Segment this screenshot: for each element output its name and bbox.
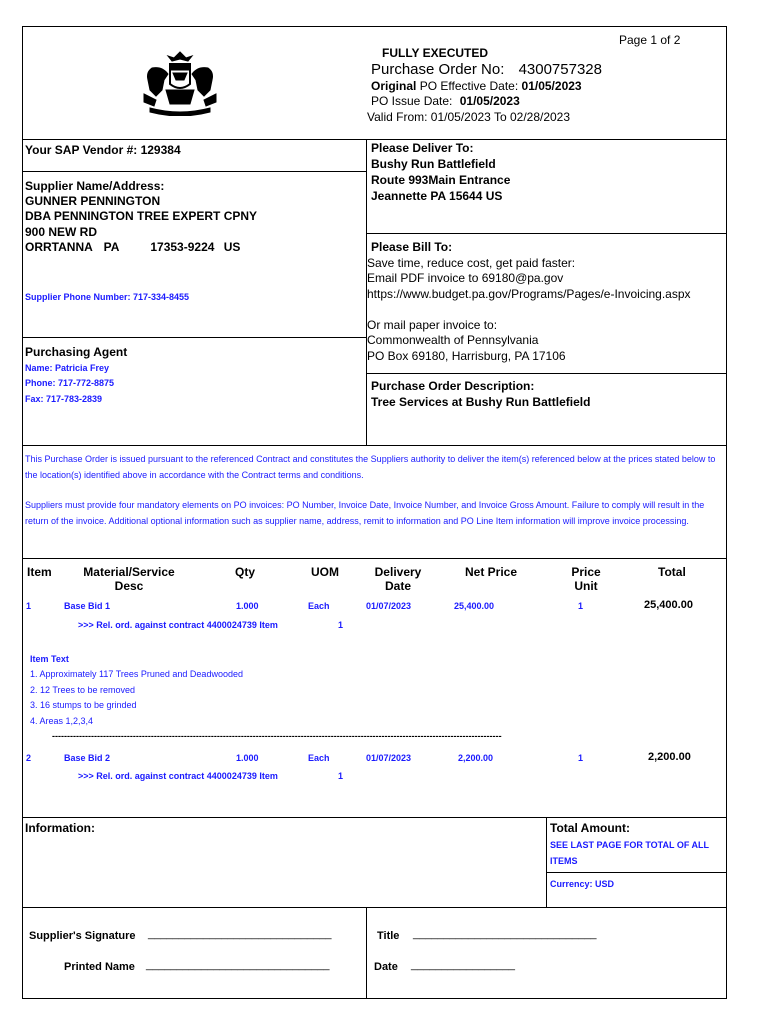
- row-price-unit: 1: [578, 753, 584, 763]
- divider: [22, 171, 366, 172]
- supplier-signature-field[interactable]: ______________________________: [148, 928, 332, 940]
- deliver-line: Bushy Run Battlefield: [371, 157, 496, 171]
- bill-email: Email PDF invoice to 69180@pa.gov: [367, 271, 564, 285]
- item-separator: ------------------------------------------------------------------------------------------------------------------------------------------------------: [52, 731, 502, 741]
- col-header-item: Item: [27, 565, 52, 579]
- row-item: 2: [26, 753, 32, 763]
- row-price-unit: 1: [578, 601, 584, 611]
- supplier-city-line: [25, 240, 240, 254]
- divider: [22, 907, 727, 908]
- po-description-heading: Purchase Order Description:: [371, 379, 535, 393]
- currency: Currency: USD: [550, 879, 615, 889]
- supplier-country: US: [223, 240, 241, 254]
- bill-line: PO Box 69180, Harrisburg, PA 17106: [367, 349, 566, 363]
- divider: [366, 907, 367, 999]
- po-label: Purchase Order No:: [371, 61, 505, 78]
- title-field[interactable]: ______________________________: [413, 928, 597, 940]
- terms-paragraph-1: This Purchase Order is issued pursuant to the referenced Contract and constitutes the Suppliers authority to deliver the item(s) referenced below at the prices stated below to the location(s) identified above in accordance with the Contract terms and conditions.: [25, 454, 716, 480]
- divider: [22, 139, 727, 140]
- deliver-line: Route 993Main Entrance: [371, 173, 511, 187]
- terms-paragraph-2: Suppliers must provide four mandatory elements on PO invoices: PO Number, Invoice Date, Invoice Number, and Invoice Gross Amount. Failure to comply will result in the return of the invoice. Additional optional information such as supplier name, address, remit to information and PO Line Item information will improve invoice processing.: [25, 500, 705, 526]
- col-header-uom: UOM: [311, 565, 339, 579]
- valid-dates: Valid From: 01/05/2023 To 02/28/2023: [367, 110, 571, 124]
- agent-fax: Fax: 717-783-2839: [25, 394, 103, 404]
- col-header-net-price: Net Price: [465, 565, 518, 579]
- issue-date: 01/05/2023: [459, 94, 520, 108]
- supplier-phone: Supplier Phone Number: 717-334-8455: [25, 292, 190, 302]
- po-effective-date: [371, 79, 582, 93]
- printed-name-field[interactable]: ______________________________: [146, 959, 330, 971]
- col-header-material-line2: Desc: [114, 579, 144, 593]
- col-header-delivery-line1: Delivery: [374, 565, 422, 579]
- agent-phone: Phone: 717-772-8875: [25, 378, 115, 388]
- total-amount-label: Total Amount:: [550, 821, 630, 835]
- po-issue-date: [371, 94, 520, 108]
- deliver-line: Jeannette PA 15644 US: [371, 189, 503, 203]
- effective-original-label: Original: [371, 79, 417, 93]
- bill-line: Or mail paper invoice to:: [367, 318, 498, 332]
- supplier-state: PA: [103, 240, 120, 254]
- bill-line: Save time, reduce cost, get paid faster:: [367, 256, 576, 270]
- supplier-line: GUNNER PENNINGTON: [25, 194, 161, 208]
- divider: [22, 337, 366, 338]
- supplier-zip: 17353-9224: [150, 240, 215, 254]
- agent-name: Name: Patricia Frey: [25, 363, 110, 373]
- row-total: 2,200.00: [648, 751, 691, 763]
- row-release-item: 1: [338, 620, 344, 630]
- col-header-price-line1: Price: [571, 565, 601, 579]
- row-total: 25,400.00: [644, 599, 693, 611]
- title-label: Title: [377, 930, 400, 942]
- col-header-delivery-line2: Date: [384, 579, 411, 593]
- bill-url[interactable]: https://www.budget.pa.gov/Programs/Pages/e-Invoicing.aspx: [367, 287, 691, 301]
- supplier-line: 900 NEW RD: [25, 225, 98, 239]
- printed-name-label: Printed Name: [64, 961, 135, 973]
- item-text-line: 4. Areas 1,2,3,4: [30, 716, 94, 726]
- col-header-material-line1: Material/Service: [83, 565, 175, 579]
- item-text-line: 2. 12 Trees to be removed: [30, 685, 136, 695]
- supplier-line: DBA PENNINGTON TREE EXPERT CPNY: [25, 209, 258, 223]
- col-header-price-unit: [562, 565, 610, 593]
- information-label: Information:: [25, 821, 95, 835]
- purchasing-agent-heading: Purchasing Agent: [25, 345, 128, 359]
- divider: [22, 817, 727, 818]
- divider: [22, 558, 727, 559]
- item-text-line: 3. 16 stumps to be grinded: [30, 700, 137, 710]
- row-qty: 1.000: [236, 753, 259, 763]
- pennsylvania-coat-of-arms-icon: [140, 50, 220, 116]
- col-header-material: [64, 565, 194, 593]
- page-number: Page 1 of 2: [619, 33, 681, 47]
- col-header-qty: Qty: [235, 565, 256, 579]
- divider: [366, 373, 727, 374]
- bill-heading: Please Bill To:: [371, 240, 453, 254]
- deliver-heading: Please Deliver To:: [371, 141, 474, 155]
- effective-label: PO Effective Date:: [419, 79, 519, 93]
- row-release-item: 1: [338, 771, 344, 781]
- row-release: >>> Rel. ord. against contract 4400024739 Item: [78, 771, 278, 781]
- supplier-signature-label: Supplier's Signature: [29, 930, 136, 942]
- row-uom: Each: [308, 753, 330, 763]
- row-uom: Each: [308, 601, 330, 611]
- po-description: Tree Services at Bushy Run Battlefield: [371, 395, 591, 409]
- po-number-line: [371, 61, 602, 78]
- date-field[interactable]: _________________: [411, 959, 516, 971]
- status-label: FULLY EXECUTED: [382, 46, 489, 60]
- row-delivery-date: 01/07/2023: [366, 753, 412, 763]
- item-text-heading: Item Text: [30, 654, 69, 664]
- row-item: 1: [26, 601, 32, 611]
- row-net-price: 2,200.00: [458, 753, 494, 763]
- divider: [366, 233, 727, 234]
- sap-vendor-number: Your SAP Vendor #: 129384: [25, 143, 181, 157]
- divider: [546, 817, 547, 907]
- col-header-price-line2: Unit: [574, 579, 598, 593]
- row-delivery-date: 01/07/2023: [366, 601, 412, 611]
- total-amount-note: SEE LAST PAGE FOR TOTAL OF ALL ITEMS: [550, 840, 709, 866]
- effective-date: 01/05/2023: [521, 79, 582, 93]
- bill-line: Commonwealth of Pennsylvania: [367, 333, 539, 347]
- item-text-line: 1. Approximately 117 Trees Pruned and Deadwooded: [30, 669, 243, 679]
- row-desc: Base Bid 2: [64, 753, 111, 763]
- row-release: >>> Rel. ord. against contract 4400024739 Item: [78, 620, 278, 630]
- row-net-price: 25,400.00: [454, 601, 495, 611]
- supplier-city: ORRTANNA: [25, 240, 93, 254]
- row-qty: 1.000: [236, 601, 259, 611]
- divider: [22, 445, 727, 446]
- col-header-delivery: [364, 565, 432, 593]
- divider: [546, 872, 727, 873]
- supplier-heading: Supplier Name/Address:: [25, 179, 165, 193]
- po-number: 4300757328: [518, 61, 602, 78]
- row-desc: Base Bid 1: [64, 601, 111, 611]
- date-label: Date: [374, 961, 398, 973]
- issue-label: PO Issue Date:: [371, 94, 453, 108]
- col-header-total: Total: [658, 565, 686, 579]
